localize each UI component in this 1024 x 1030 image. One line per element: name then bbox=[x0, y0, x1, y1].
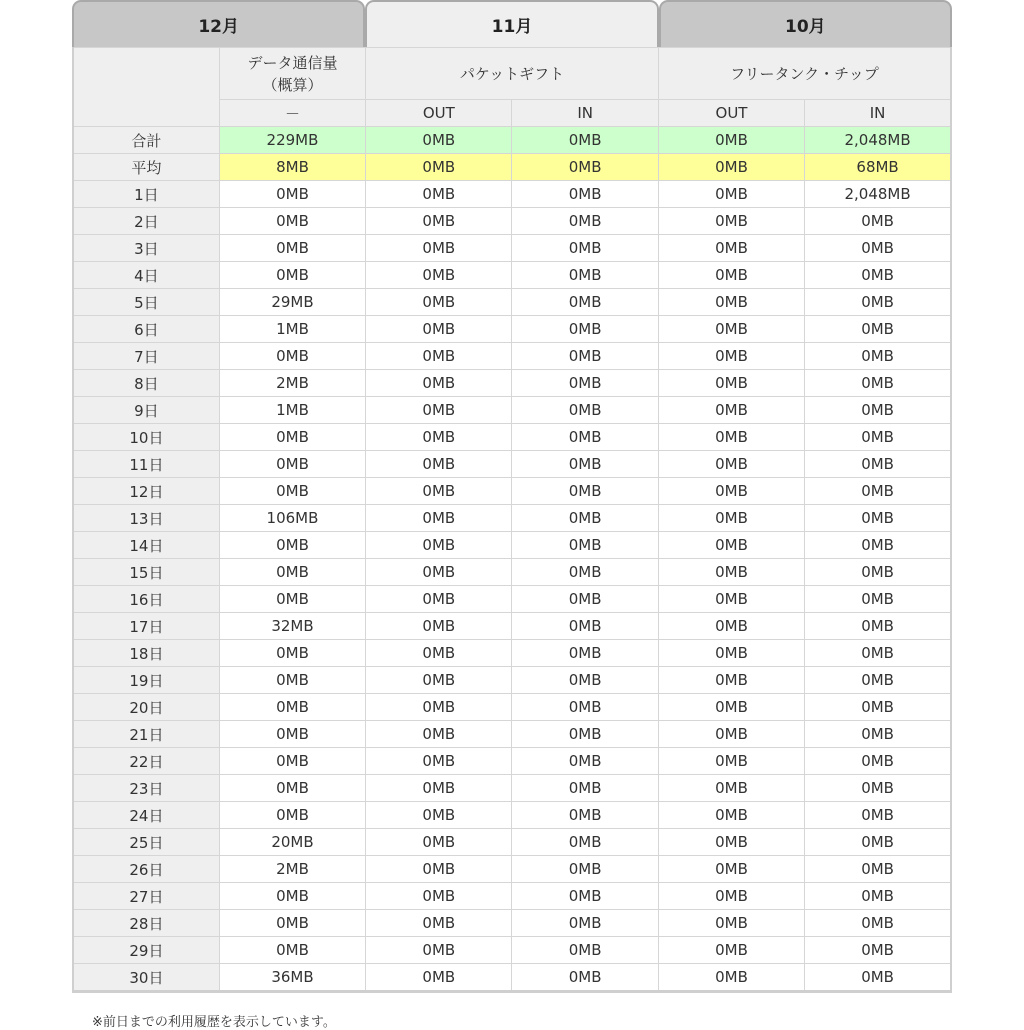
value-cell: 1MB bbox=[219, 397, 365, 424]
value-cell: 0MB bbox=[658, 775, 804, 802]
value-cell: 0MB bbox=[219, 775, 365, 802]
value-cell: 0MB bbox=[366, 532, 512, 559]
day-row bbox=[73, 262, 951, 289]
value-cell: 0MB bbox=[658, 208, 804, 235]
value-cell: 0MB bbox=[658, 883, 804, 910]
value-cell: 0MB bbox=[512, 478, 658, 505]
value-cell: 0MB bbox=[805, 883, 951, 910]
data-usage-header-label: データ通信量（概算） bbox=[247, 53, 338, 94]
value-cell: 0MB bbox=[219, 586, 365, 613]
day-row bbox=[73, 208, 951, 235]
value-cell: 0MB bbox=[512, 829, 658, 856]
value-cell: 0MB bbox=[805, 694, 951, 721]
value-cell: 0MB bbox=[512, 262, 658, 289]
average-row bbox=[73, 154, 951, 181]
value-cell: 0MB bbox=[805, 667, 951, 694]
day-row bbox=[73, 181, 951, 208]
day-row bbox=[73, 964, 951, 992]
value-cell: 0MB bbox=[512, 748, 658, 775]
value-cell: 36MB bbox=[219, 964, 365, 992]
day-row bbox=[73, 937, 951, 964]
footnote: ※前日までの利用履歴を表示しています。 bbox=[92, 1015, 336, 1030]
day-row bbox=[73, 316, 951, 343]
value-cell: 0MB bbox=[219, 235, 365, 262]
day-row bbox=[73, 802, 951, 829]
day-row bbox=[73, 694, 951, 721]
value-cell: 0MB bbox=[366, 154, 512, 181]
value-cell: 0MB bbox=[658, 127, 804, 154]
value-cell: 0MB bbox=[658, 613, 804, 640]
value-cell: 8MB bbox=[219, 154, 365, 181]
row-label: 17日 bbox=[73, 613, 219, 640]
value-cell: 0MB bbox=[658, 397, 804, 424]
value-cell: 0MB bbox=[512, 856, 658, 883]
value-cell: 0MB bbox=[512, 721, 658, 748]
value-cell: 0MB bbox=[658, 424, 804, 451]
row-label: 24日 bbox=[73, 802, 219, 829]
row-label: 28日 bbox=[73, 910, 219, 937]
value-cell: 0MB bbox=[512, 208, 658, 235]
value-cell: 0MB bbox=[512, 181, 658, 208]
value-cell: 0MB bbox=[512, 532, 658, 559]
value-cell: 106MB bbox=[219, 505, 365, 532]
value-cell: 0MB bbox=[219, 802, 365, 829]
tab-november[interactable]: 11月 bbox=[365, 0, 658, 47]
packet-gift-in-header: IN bbox=[512, 100, 658, 127]
day-row bbox=[73, 883, 951, 910]
value-cell: 0MB bbox=[366, 694, 512, 721]
value-cell: 0MB bbox=[805, 262, 951, 289]
value-cell: 0MB bbox=[658, 856, 804, 883]
day-row bbox=[73, 856, 951, 883]
value-cell: 0MB bbox=[658, 343, 804, 370]
value-cell: 0MB bbox=[805, 532, 951, 559]
day-row bbox=[73, 640, 951, 667]
day-row bbox=[73, 370, 951, 397]
value-cell: 0MB bbox=[366, 613, 512, 640]
row-label: 4日 bbox=[73, 262, 219, 289]
value-cell: 0MB bbox=[512, 289, 658, 316]
free-tank-header: フリータンク・チップ bbox=[658, 48, 951, 100]
value-cell: 0MB bbox=[512, 316, 658, 343]
value-cell: 0MB bbox=[805, 451, 951, 478]
day-row bbox=[73, 775, 951, 802]
free-tank-out-header: OUT bbox=[658, 100, 804, 127]
row-label: 15日 bbox=[73, 559, 219, 586]
row-label: 23日 bbox=[73, 775, 219, 802]
value-cell: 0MB bbox=[512, 964, 658, 992]
day-row bbox=[73, 478, 951, 505]
value-cell: 0MB bbox=[366, 127, 512, 154]
value-cell: 0MB bbox=[512, 559, 658, 586]
value-cell: 0MB bbox=[805, 748, 951, 775]
row-label: 10日 bbox=[73, 424, 219, 451]
value-cell: 0MB bbox=[658, 478, 804, 505]
value-cell: 0MB bbox=[512, 235, 658, 262]
value-cell: 0MB bbox=[512, 640, 658, 667]
row-label: 25日 bbox=[73, 829, 219, 856]
value-cell: 0MB bbox=[805, 370, 951, 397]
value-cell: 0MB bbox=[658, 262, 804, 289]
day-row bbox=[73, 613, 951, 640]
value-cell: 0MB bbox=[805, 613, 951, 640]
value-cell: 0MB bbox=[366, 883, 512, 910]
day-row bbox=[73, 910, 951, 937]
value-cell: 0MB bbox=[219, 694, 365, 721]
value-cell: 0MB bbox=[219, 640, 365, 667]
value-cell: 0MB bbox=[366, 829, 512, 856]
row-label: 合計 bbox=[73, 127, 219, 154]
value-cell: 0MB bbox=[658, 559, 804, 586]
value-cell: 0MB bbox=[366, 937, 512, 964]
tab-december[interactable]: 12月 bbox=[72, 0, 365, 47]
value-cell: 0MB bbox=[805, 802, 951, 829]
usage-table bbox=[72, 47, 952, 993]
value-cell: 0MB bbox=[366, 856, 512, 883]
value-cell: 0MB bbox=[219, 883, 365, 910]
value-cell: 0MB bbox=[219, 721, 365, 748]
value-cell: 0MB bbox=[366, 181, 512, 208]
day-row bbox=[73, 424, 951, 451]
value-cell: 0MB bbox=[658, 829, 804, 856]
value-cell: 20MB bbox=[219, 829, 365, 856]
value-cell: 2,048MB bbox=[805, 181, 951, 208]
value-cell: 0MB bbox=[219, 208, 365, 235]
data-usage-subheader: － bbox=[219, 100, 365, 127]
value-cell: 0MB bbox=[512, 775, 658, 802]
value-cell: 0MB bbox=[366, 802, 512, 829]
value-cell: 0MB bbox=[805, 235, 951, 262]
value-cell: 0MB bbox=[805, 964, 951, 992]
value-cell: 0MB bbox=[658, 154, 804, 181]
value-cell: 2,048MB bbox=[805, 127, 951, 154]
value-cell: 0MB bbox=[219, 451, 365, 478]
value-cell: 0MB bbox=[366, 451, 512, 478]
row-label: 1日 bbox=[73, 181, 219, 208]
row-label: 29日 bbox=[73, 937, 219, 964]
value-cell: 0MB bbox=[219, 262, 365, 289]
row-label: 22日 bbox=[73, 748, 219, 775]
value-cell: 0MB bbox=[805, 397, 951, 424]
value-cell: 0MB bbox=[658, 451, 804, 478]
usage-history-panel bbox=[72, 0, 952, 993]
value-cell: 0MB bbox=[219, 748, 365, 775]
value-cell: 0MB bbox=[366, 316, 512, 343]
value-cell: 0MB bbox=[219, 532, 365, 559]
data-usage-header bbox=[219, 48, 365, 100]
row-label: 5日 bbox=[73, 289, 219, 316]
value-cell: 0MB bbox=[658, 721, 804, 748]
value-cell: 0MB bbox=[219, 343, 365, 370]
value-cell: 0MB bbox=[658, 964, 804, 992]
value-cell: 229MB bbox=[219, 127, 365, 154]
value-cell: 0MB bbox=[512, 127, 658, 154]
value-cell: 0MB bbox=[366, 505, 512, 532]
value-cell: 0MB bbox=[366, 721, 512, 748]
value-cell: 0MB bbox=[219, 424, 365, 451]
day-row bbox=[73, 586, 951, 613]
day-row bbox=[73, 532, 951, 559]
value-cell: 0MB bbox=[512, 451, 658, 478]
value-cell: 0MB bbox=[366, 343, 512, 370]
value-cell: 0MB bbox=[658, 316, 804, 343]
value-cell: 0MB bbox=[512, 694, 658, 721]
day-row bbox=[73, 721, 951, 748]
row-label: 30日 bbox=[73, 964, 219, 992]
value-cell: 0MB bbox=[658, 802, 804, 829]
value-cell: 0MB bbox=[512, 505, 658, 532]
value-cell: 0MB bbox=[219, 478, 365, 505]
day-row bbox=[73, 397, 951, 424]
row-label: 3日 bbox=[73, 235, 219, 262]
value-cell: 0MB bbox=[219, 667, 365, 694]
total-row bbox=[73, 127, 951, 154]
value-cell: 0MB bbox=[805, 910, 951, 937]
value-cell: 0MB bbox=[805, 586, 951, 613]
value-cell: 0MB bbox=[658, 694, 804, 721]
value-cell: 0MB bbox=[366, 289, 512, 316]
value-cell: 0MB bbox=[366, 235, 512, 262]
day-row bbox=[73, 451, 951, 478]
value-cell: 0MB bbox=[512, 397, 658, 424]
row-label: 9日 bbox=[73, 397, 219, 424]
value-cell: 0MB bbox=[512, 586, 658, 613]
value-cell: 0MB bbox=[219, 937, 365, 964]
day-row bbox=[73, 235, 951, 262]
value-cell: 0MB bbox=[366, 775, 512, 802]
value-cell: 0MB bbox=[658, 640, 804, 667]
value-cell: 0MB bbox=[805, 343, 951, 370]
day-row bbox=[73, 667, 951, 694]
day-row bbox=[73, 505, 951, 532]
value-cell: 0MB bbox=[805, 775, 951, 802]
row-label: 7日 bbox=[73, 343, 219, 370]
day-row bbox=[73, 343, 951, 370]
value-cell: 0MB bbox=[366, 910, 512, 937]
value-cell: 0MB bbox=[805, 937, 951, 964]
value-cell: 0MB bbox=[512, 424, 658, 451]
value-cell: 0MB bbox=[512, 370, 658, 397]
row-label: 26日 bbox=[73, 856, 219, 883]
row-label: 13日 bbox=[73, 505, 219, 532]
value-cell: 0MB bbox=[366, 478, 512, 505]
value-cell: 1MB bbox=[219, 316, 365, 343]
value-cell: 0MB bbox=[512, 343, 658, 370]
day-row bbox=[73, 289, 951, 316]
value-cell: 0MB bbox=[658, 937, 804, 964]
row-label: 21日 bbox=[73, 721, 219, 748]
value-cell: 0MB bbox=[512, 154, 658, 181]
value-cell: 0MB bbox=[366, 397, 512, 424]
packet-gift-out-header: OUT bbox=[366, 100, 512, 127]
value-cell: 0MB bbox=[366, 667, 512, 694]
value-cell: 0MB bbox=[805, 721, 951, 748]
corner-header bbox=[73, 48, 219, 127]
packet-gift-header: パケットギフト bbox=[366, 48, 659, 100]
value-cell: 0MB bbox=[658, 235, 804, 262]
value-cell: 0MB bbox=[805, 208, 951, 235]
value-cell: 0MB bbox=[512, 937, 658, 964]
row-label: 19日 bbox=[73, 667, 219, 694]
value-cell: 0MB bbox=[219, 559, 365, 586]
value-cell: 0MB bbox=[805, 505, 951, 532]
row-label: 6日 bbox=[73, 316, 219, 343]
value-cell: 0MB bbox=[658, 586, 804, 613]
value-cell: 0MB bbox=[805, 316, 951, 343]
tab-october[interactable]: 10月 bbox=[659, 0, 952, 47]
value-cell: 29MB bbox=[219, 289, 365, 316]
value-cell: 68MB bbox=[805, 154, 951, 181]
value-cell: 0MB bbox=[658, 370, 804, 397]
value-cell: 0MB bbox=[219, 181, 365, 208]
value-cell: 0MB bbox=[658, 289, 804, 316]
value-cell: 0MB bbox=[805, 478, 951, 505]
row-label: 平均 bbox=[73, 154, 219, 181]
day-row bbox=[73, 829, 951, 856]
row-label: 8日 bbox=[73, 370, 219, 397]
value-cell: 0MB bbox=[805, 856, 951, 883]
value-cell: 0MB bbox=[805, 640, 951, 667]
value-cell: 0MB bbox=[366, 964, 512, 992]
value-cell: 0MB bbox=[805, 559, 951, 586]
value-cell: 0MB bbox=[805, 829, 951, 856]
value-cell: 0MB bbox=[366, 640, 512, 667]
row-label: 16日 bbox=[73, 586, 219, 613]
value-cell: 0MB bbox=[366, 559, 512, 586]
row-label: 14日 bbox=[73, 532, 219, 559]
value-cell: 0MB bbox=[658, 532, 804, 559]
value-cell: 0MB bbox=[658, 181, 804, 208]
value-cell: 0MB bbox=[366, 370, 512, 397]
value-cell: 0MB bbox=[366, 748, 512, 775]
row-label: 12日 bbox=[73, 478, 219, 505]
day-row bbox=[73, 748, 951, 775]
value-cell: 0MB bbox=[512, 667, 658, 694]
value-cell: 0MB bbox=[658, 505, 804, 532]
value-cell: 0MB bbox=[658, 748, 804, 775]
value-cell: 0MB bbox=[219, 910, 365, 937]
value-cell: 0MB bbox=[366, 424, 512, 451]
month-tabs bbox=[72, 0, 952, 47]
value-cell: 0MB bbox=[512, 613, 658, 640]
row-label: 11日 bbox=[73, 451, 219, 478]
value-cell: 2MB bbox=[219, 856, 365, 883]
row-label: 20日 bbox=[73, 694, 219, 721]
value-cell: 0MB bbox=[366, 262, 512, 289]
value-cell: 2MB bbox=[219, 370, 365, 397]
value-cell: 0MB bbox=[805, 424, 951, 451]
value-cell: 0MB bbox=[658, 910, 804, 937]
value-cell: 0MB bbox=[512, 802, 658, 829]
value-cell: 0MB bbox=[366, 208, 512, 235]
value-cell: 32MB bbox=[219, 613, 365, 640]
row-label: 18日 bbox=[73, 640, 219, 667]
row-label: 27日 bbox=[73, 883, 219, 910]
value-cell: 0MB bbox=[658, 667, 804, 694]
value-cell: 0MB bbox=[366, 586, 512, 613]
free-tank-in-header: IN bbox=[805, 100, 951, 127]
value-cell: 0MB bbox=[805, 289, 951, 316]
value-cell: 0MB bbox=[512, 883, 658, 910]
day-row bbox=[73, 559, 951, 586]
value-cell: 0MB bbox=[512, 910, 658, 937]
row-label: 2日 bbox=[73, 208, 219, 235]
